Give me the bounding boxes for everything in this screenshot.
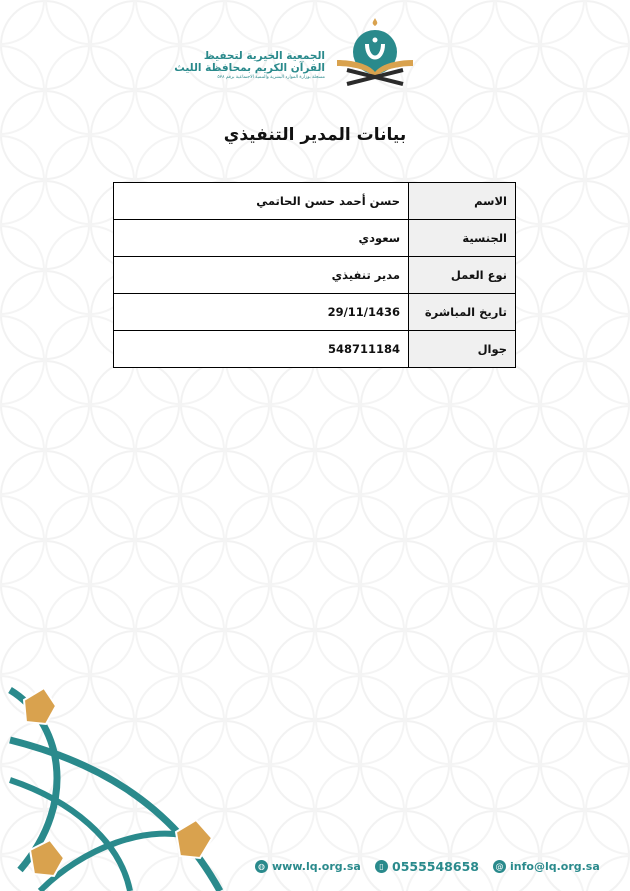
executive-info-table	[113, 182, 516, 368]
quran-stand-emblem-icon	[333, 14, 417, 88]
phone-contact[interactable]	[375, 857, 479, 875]
email-contact[interactable]	[493, 857, 600, 875]
organization-name	[175, 50, 325, 82]
org-name-line1: الجمعية الخيرية لتحفيظ	[203, 50, 325, 62]
email-text: info@lq.org.sa	[510, 859, 600, 873]
table-row	[114, 257, 516, 294]
row-label-job-type: نوع العمل	[409, 257, 516, 294]
org-name-line2: القرآن الكريم بمحافظة الليث	[174, 62, 325, 74]
globe-icon: ◍	[255, 860, 268, 873]
website-text: www.lq.org.sa	[272, 859, 361, 873]
row-value-nationality: سعودي	[114, 220, 409, 257]
row-value-start-date: 29/11/1436	[114, 294, 409, 331]
phone-icon: ▯	[375, 860, 388, 873]
row-label-name: الاسم	[409, 183, 516, 220]
table-row	[114, 331, 516, 368]
org-registration: مسجلة بوزارة الموارد البشرية والتنمية الاجتماعية برقم ٥٣٨	[217, 75, 325, 80]
table-row	[114, 220, 516, 257]
table-row	[114, 294, 516, 331]
row-value-name: حسن أحمد حسن الحاتمي	[114, 183, 409, 220]
row-value-job-type: مدير تنفيذي	[114, 257, 409, 294]
row-label-nationality: الجنسية	[409, 220, 516, 257]
organization-logo	[174, 14, 425, 94]
document-title: بيانات المدير التنفيذي	[223, 125, 407, 145]
row-label-mobile: جوال	[409, 331, 516, 368]
contact-footer	[255, 857, 605, 875]
email-icon: @	[493, 860, 506, 873]
row-label-start-date: تاريخ المباشرة	[409, 294, 516, 331]
table-row	[114, 183, 516, 220]
phone-text: 0555548658	[392, 858, 479, 874]
website-contact[interactable]	[255, 857, 361, 875]
row-value-mobile: 548711184	[114, 331, 409, 368]
corner-decoration	[0, 660, 240, 891]
